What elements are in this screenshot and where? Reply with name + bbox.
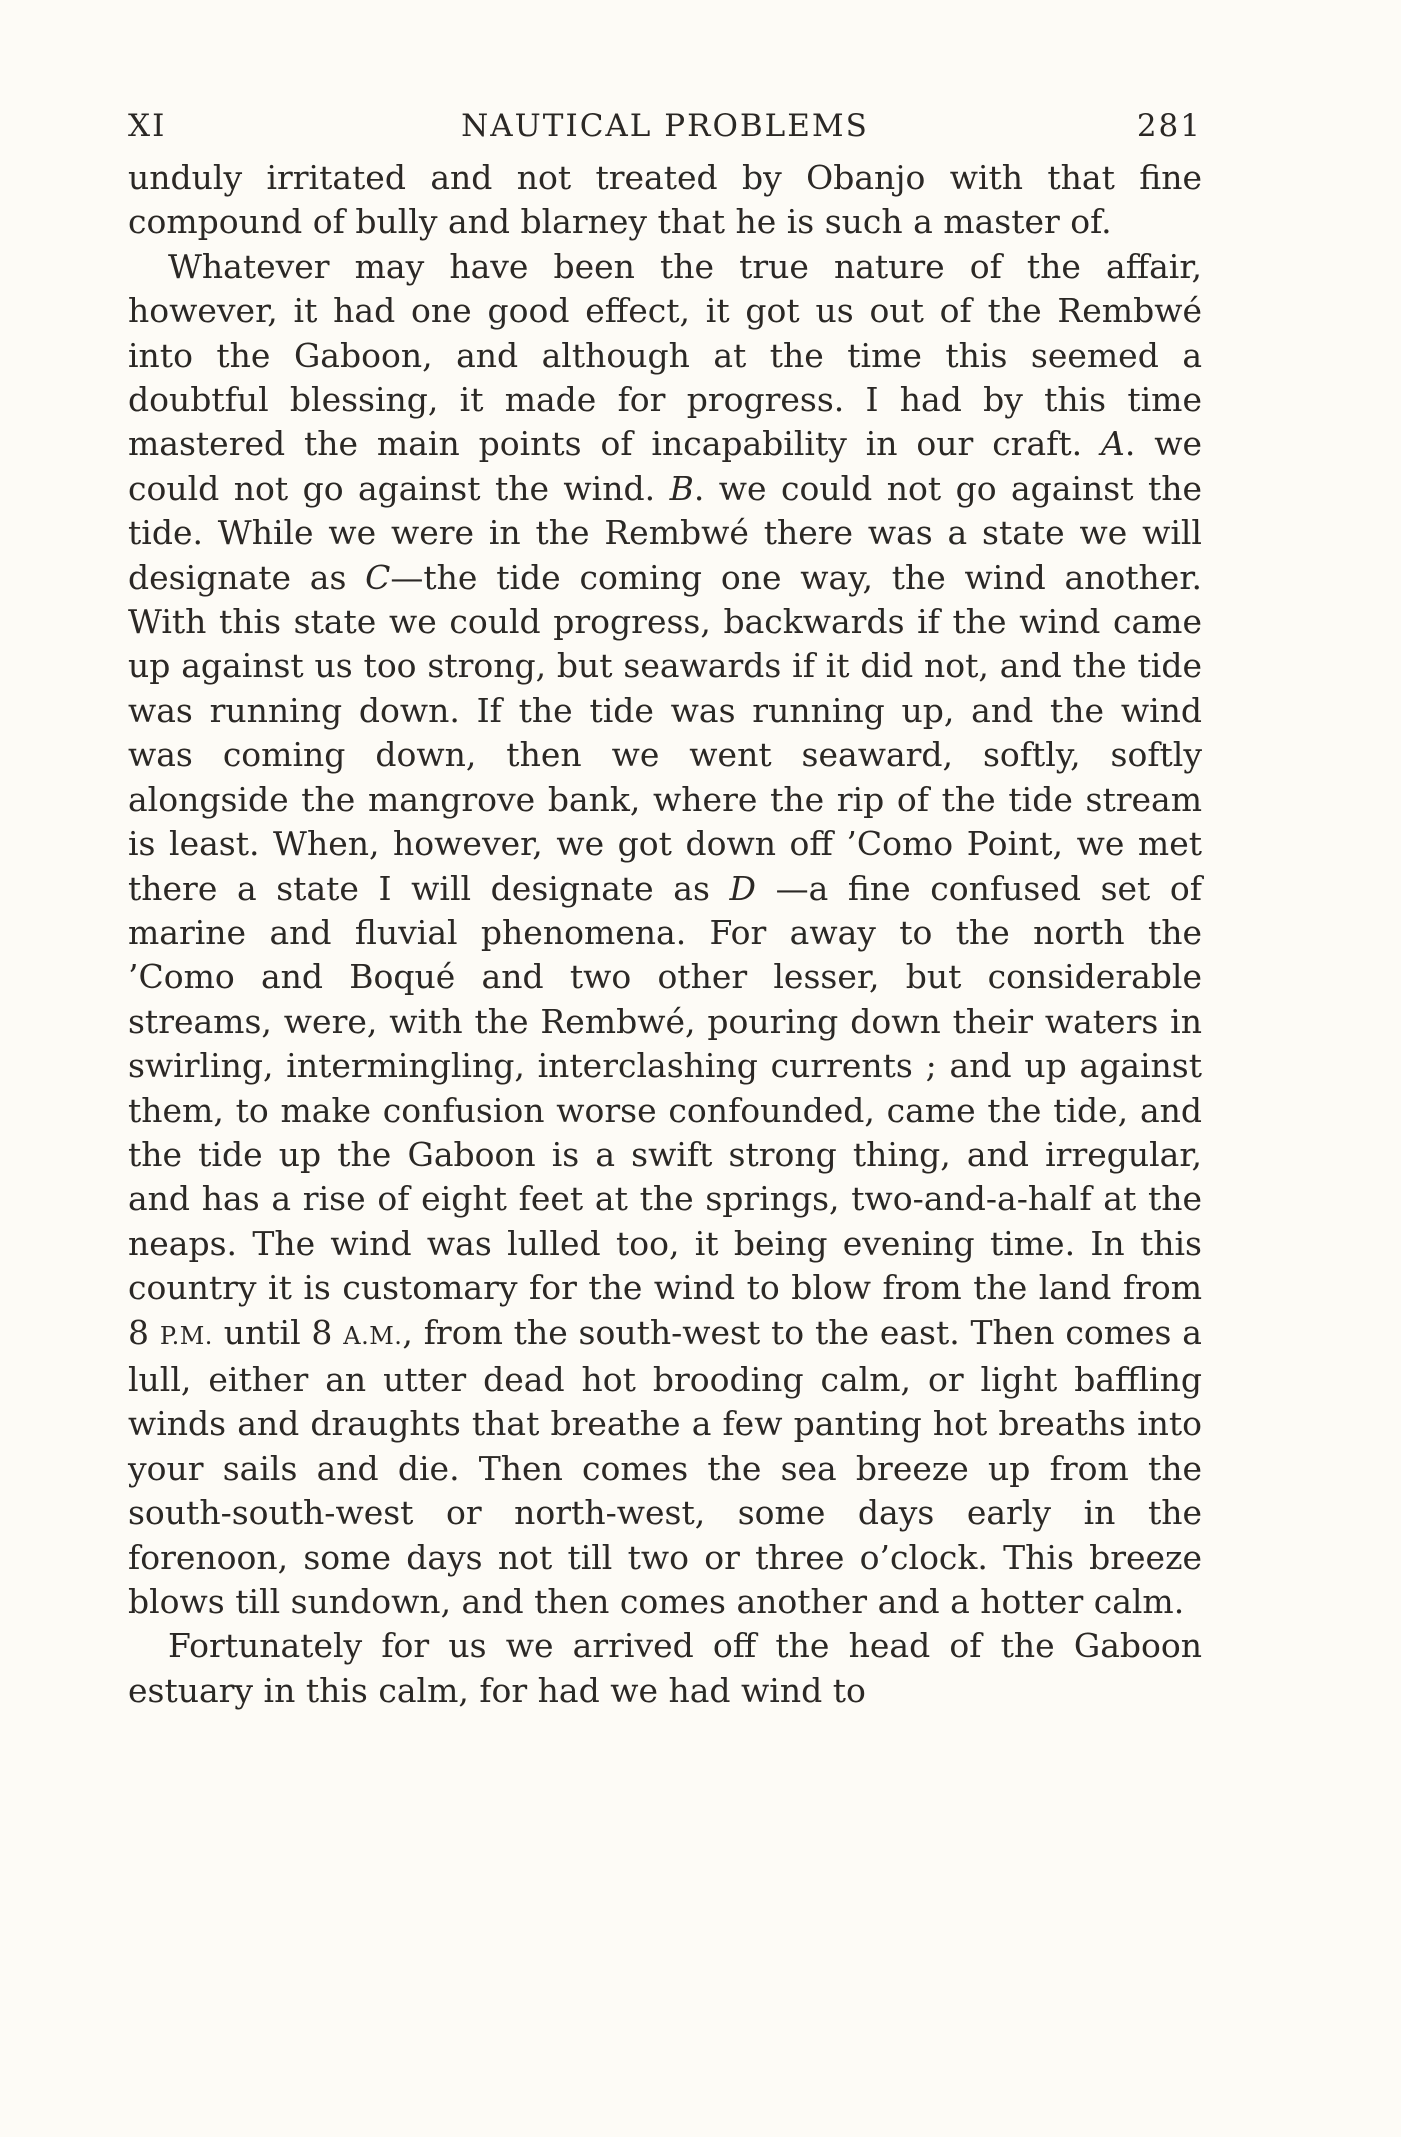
running-title: NAUTICAL PROBLEMS [461, 108, 869, 144]
paragraph-text: unduly irritated and not treated by Obanjo with that fine compound of bully and blarney that he is such a master of. [128, 158, 1202, 242]
paragraph [128, 1624, 1202, 1713]
body-text [128, 156, 1202, 1713]
book-page [128, 108, 1202, 1713]
sentence-run: —the tide coming one way, the wind another. With this state we could progress, backwards if the wind came up against us too strong, but seawards if it did not, and the tide was running down. If the tide was running up, and the wind was coming down, then we went seaward, softly, softly alongside the mangrove bank, where the rip of the tide stream is least. When, however, we got down off ’Como Point, we met there a state I will designate as [128, 557, 1202, 908]
sentence-run: until 8 [223, 1312, 333, 1352]
sentence-run: . we could not go against the wind. [128, 424, 1202, 508]
italic-letter-b: B [669, 468, 694, 508]
time-abbreviation-pm: P.M. [159, 1321, 213, 1350]
sentence-run: . we could not go against the tide. While we were in the Rembwé there was a state we will designate as [128, 468, 1202, 597]
paragraph-text: Fortunately for us we arrived off the head of the Gaboon estuary in this calm, for had we had wind to [128, 1626, 1202, 1710]
chapter-number: XI [128, 108, 167, 144]
page-number: 281 [1136, 108, 1202, 144]
italic-letter-a: A [1101, 424, 1125, 464]
paragraph-continued [128, 156, 1202, 245]
sentence-run: Whatever may have been the true nature of the affair, however, it had one good effect, it got us out of the Rembwé into the Gaboon, and although at the time this seemed a doubtful blessing, it made for progress. I had by this time mastered the main points of incapability in our craft. [128, 246, 1202, 464]
italic-letter-c: C [365, 557, 391, 597]
italic-letter-d: D [729, 868, 756, 908]
time-abbreviation-am: A.M. [343, 1321, 403, 1350]
sentence-run: , from the south-west to the east. Then comes a lull, either an utter dead hot brooding calm, or light baffling winds and draughts that breathe a few panting hot breaths into your sails and die. Then comes the sea breeze up from the south-south-west or north-west, some days early in the forenoon, some days not till two or three o’clock. This breeze blows till sundown, and then comes another and a hotter calm. [128, 1312, 1202, 1621]
paragraph [128, 245, 1202, 1625]
sentence-run: —a fine confused set of marine and fluvial phenomena. For away to the north the ’Como and Boqué and two other lesser, but considerable streams, were, with the Rembwé, pouring down their waters in swirling, intermingling, interclashing currents ; and up against them, to make confusion worse confounded, came the tide, and the tide up the Gaboon is a swift strong thing, and irregular, and has a rise of eight feet at the springs, two-and-a-half at the neaps. The wind was lulled too, it being evening time. In this country it is customary for the wind to blow from the land from 8 [128, 868, 1202, 1352]
running-head [128, 108, 1202, 156]
